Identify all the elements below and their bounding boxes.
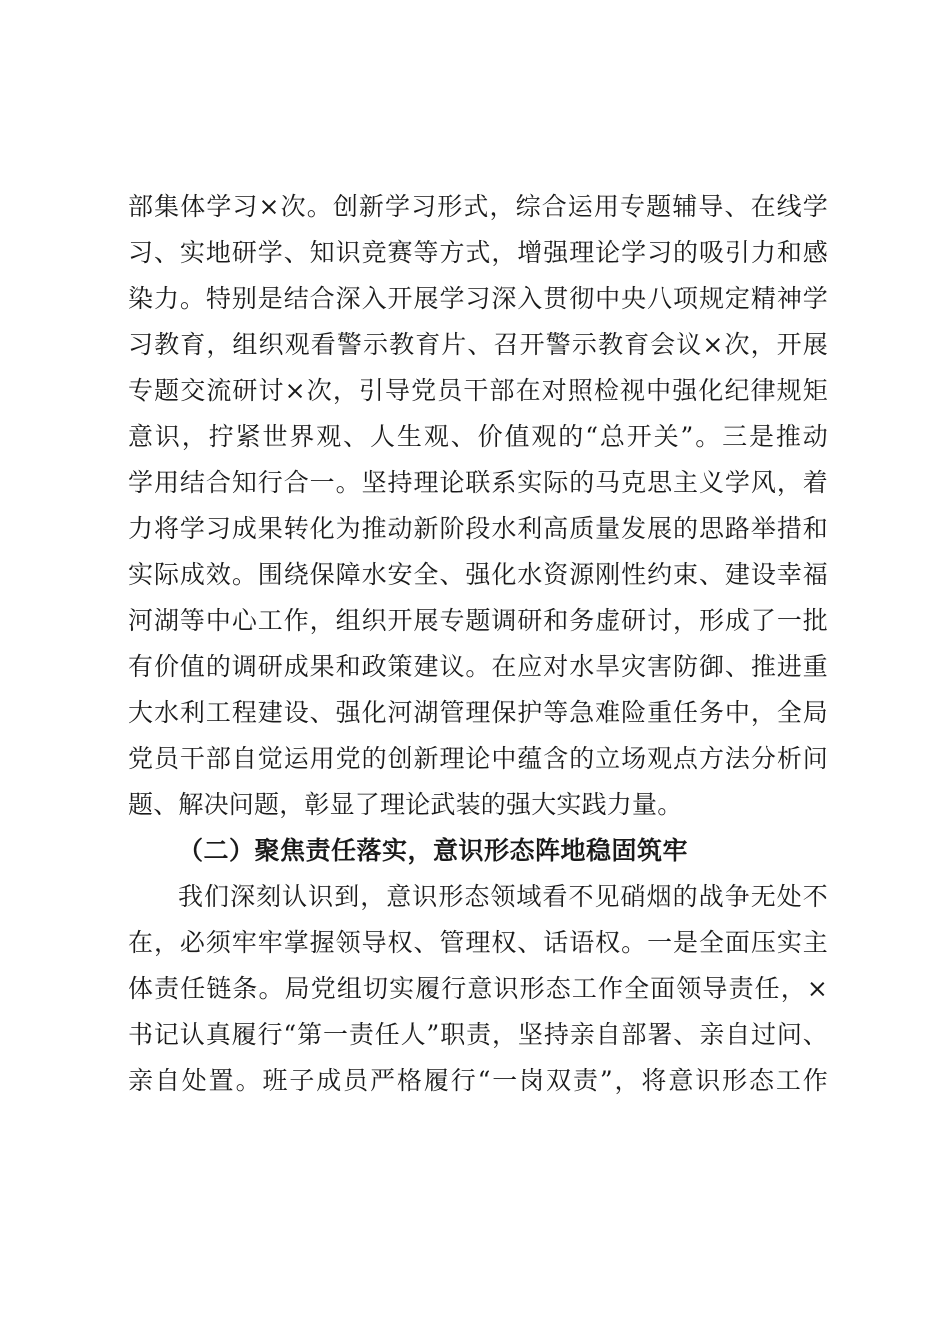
paragraph-line: 书记认真履行“第一责任人”职责，坚持亲自部署、亲自过问、 xyxy=(128,1020,828,1049)
paragraph-line: 有价值的调研成果和政策建议。在应对水旱灾害防御、推进重 xyxy=(128,652,828,681)
paragraph-line: 体责任链条。局党组切实履行意识形态工作全面领导责任，× xyxy=(128,974,828,1003)
paragraph-line: 题、解决问题，彰显了理论武装的强大实践力量。 xyxy=(128,790,683,819)
paragraph-line: 部集体学习×次。创新学习形式，综合运用专题辅导、在线学 xyxy=(128,192,828,221)
paragraph-line: 河湖等中心工作，组织开展专题调研和务虚研讨，形成了一批 xyxy=(128,606,828,635)
paragraph-line: 专题交流研讨×次，引导党员干部在对照检视中强化纪律规矩 xyxy=(128,376,828,405)
paragraph-line: 大水利工程建设、强化河湖管理保护等急难险重任务中，全局 xyxy=(128,698,828,727)
paragraph-1 xyxy=(128,184,828,828)
paragraph-line: 亲自处置。班子成员严格履行“一岗双责”，将意识形态工作 xyxy=(128,1066,828,1095)
paragraph-line: 党员干部自觉运用党的创新理论中蕴含的立场观点方法分析问 xyxy=(128,744,828,773)
paragraph-line: 意识，拧紧世界观、人生观、价值观的“总开关”。三是推动 xyxy=(128,422,828,451)
document-body xyxy=(128,184,828,1104)
paragraph-line: 在，必须牢牢掌握领导权、管理权、话语权。一是全面压实主 xyxy=(128,928,828,957)
paragraph-line: 学用结合知行合一。坚持理论联系实际的马克思主义学风，着 xyxy=(128,468,828,497)
paragraph-line: 我们深刻认识到，意识形态领域看不见硝烟的战争无处不 xyxy=(178,882,828,911)
paragraph-2 xyxy=(128,874,828,1104)
paragraph-line: 习、实地研学、知识竞赛等方式，增强理论学习的吸引力和感 xyxy=(128,238,828,267)
paragraph-line: 习教育，组织观看警示教育片、召开警示教育会议×次，开展 xyxy=(128,330,828,359)
paragraph-line: 力将学习成果转化为推动新阶段水利高质量发展的思路举措和 xyxy=(128,514,828,543)
paragraph-line: 染力。特别是结合深入开展学习深入贯彻中央八项规定精神学 xyxy=(128,284,828,313)
section-heading: （二）聚焦责任落实，意识形态阵地稳固筑牢 xyxy=(178,836,689,865)
paragraph-line: 实际成效。围绕保障水安全、强化水资源刚性约束、建设幸福 xyxy=(128,560,828,589)
